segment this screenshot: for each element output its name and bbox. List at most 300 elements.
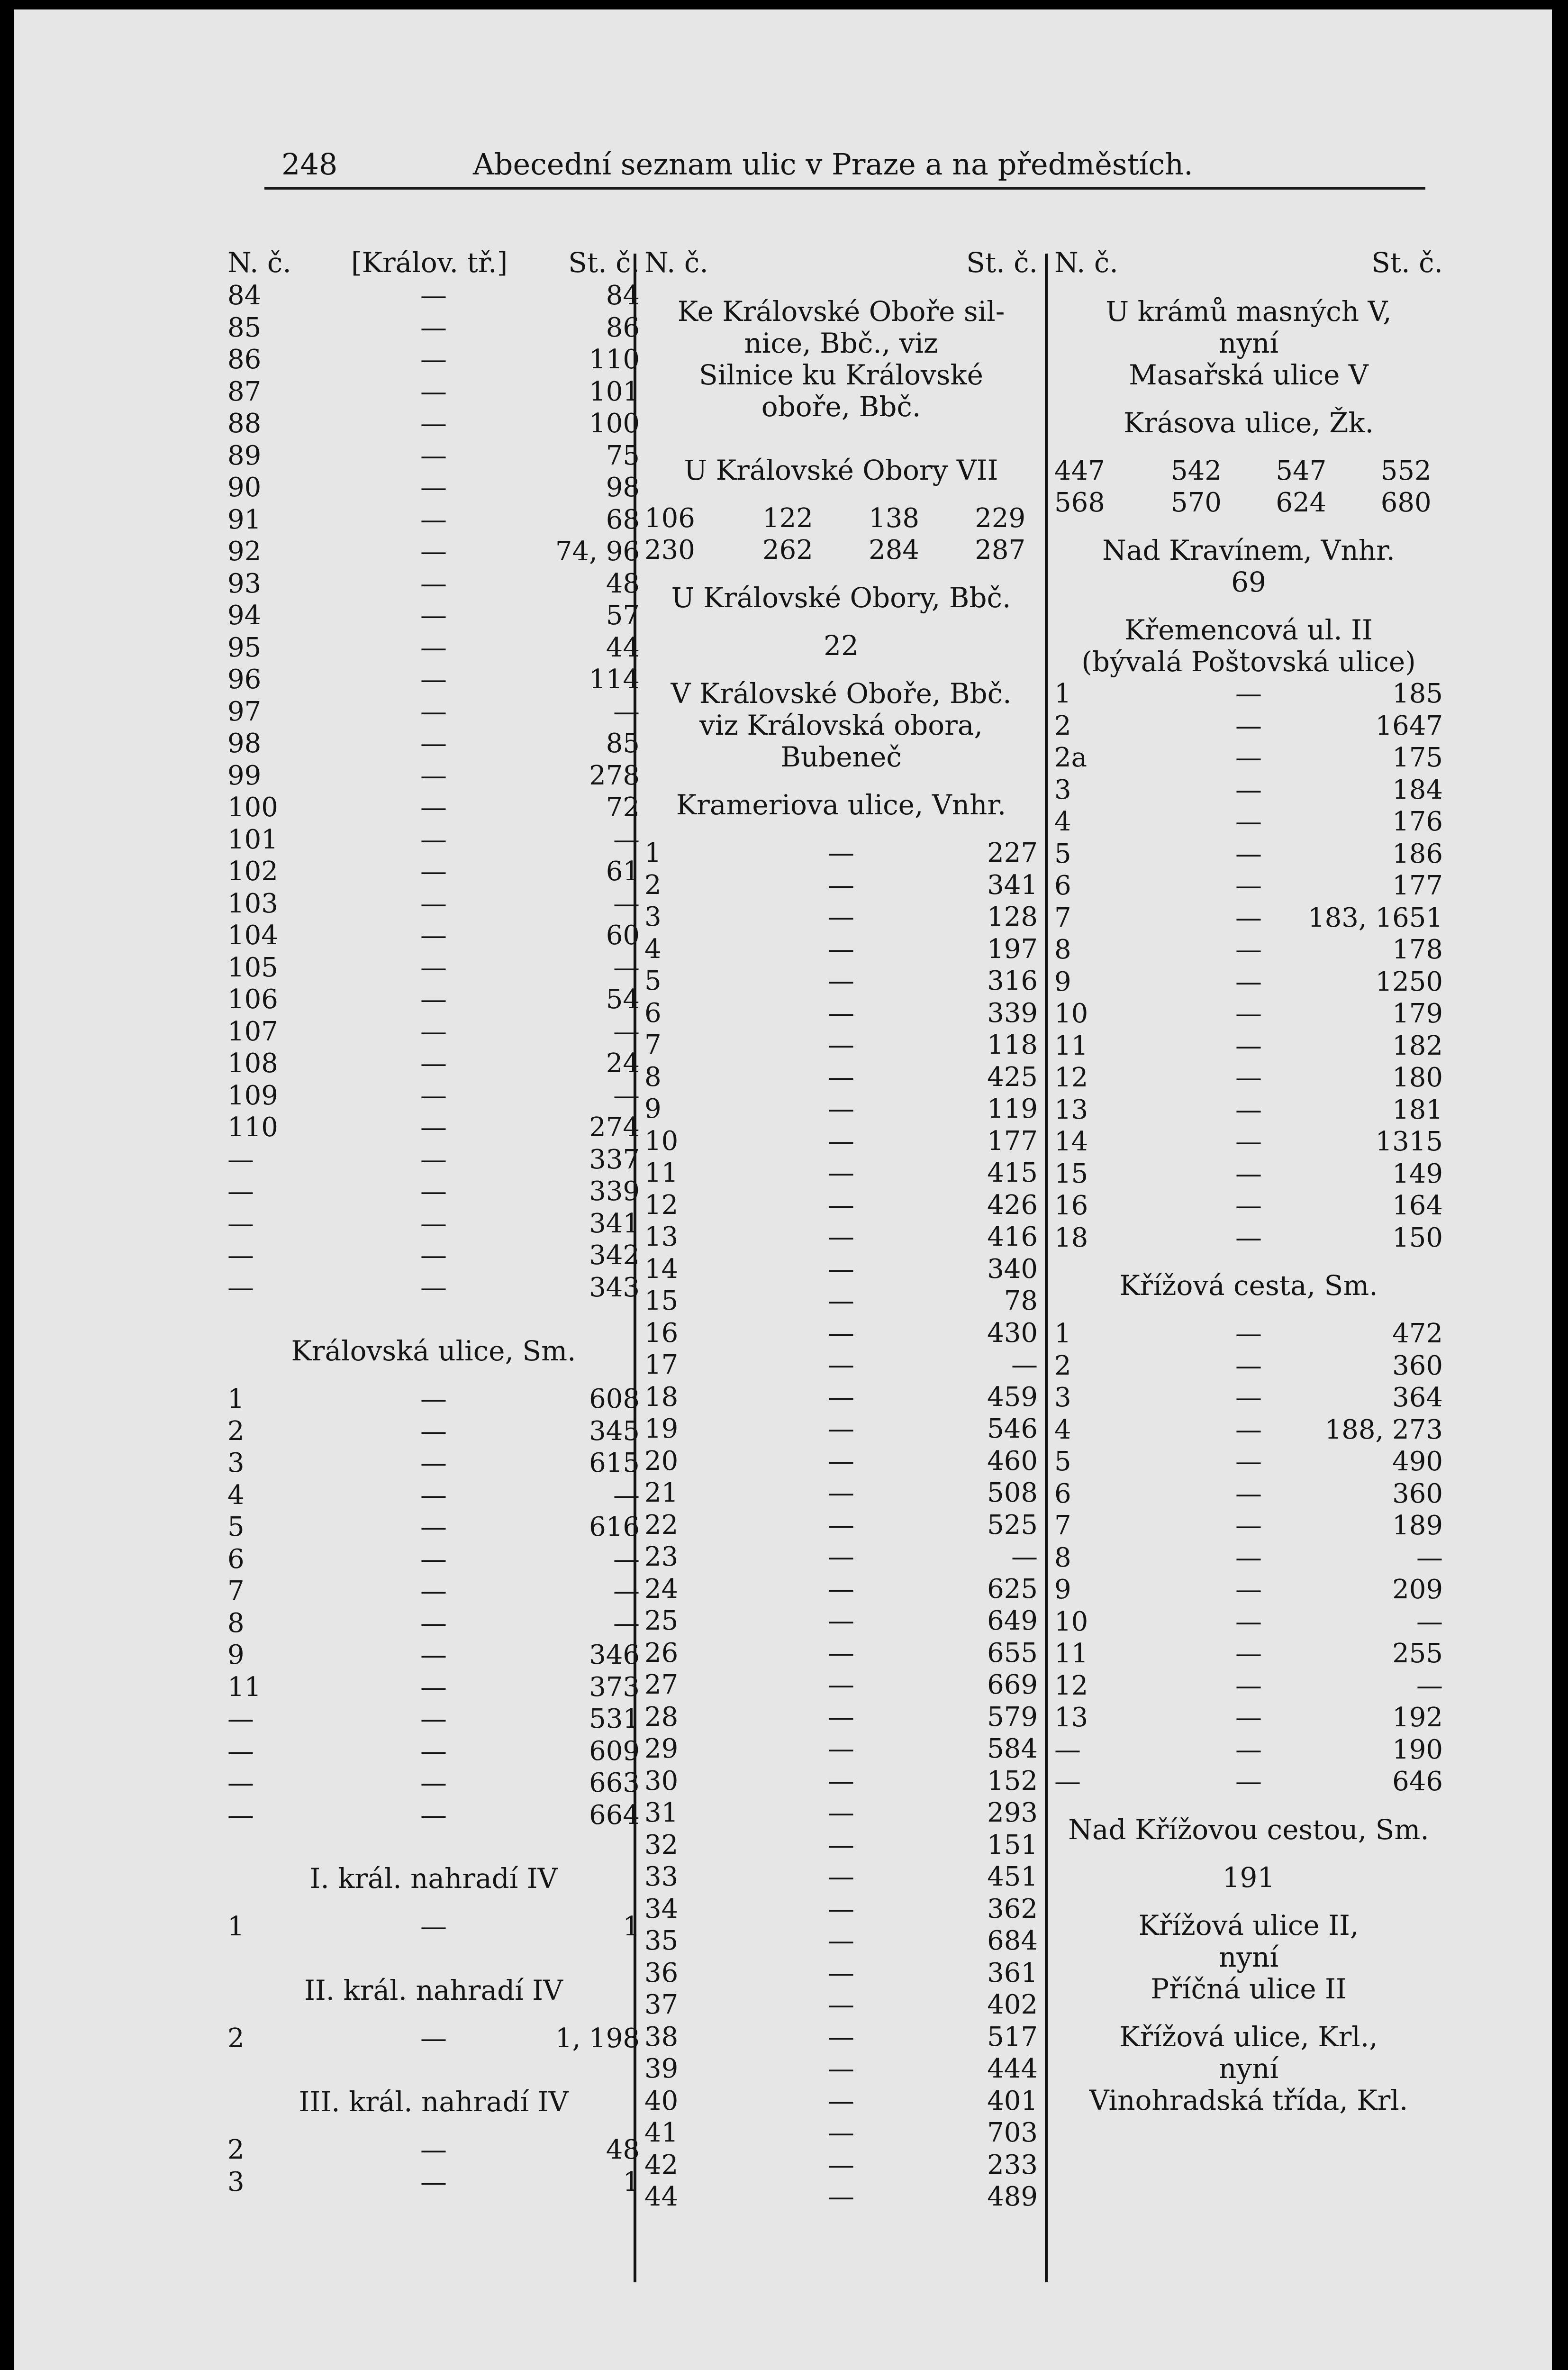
entry-st-number: 364 (1392, 1382, 1443, 1413)
entry-dash: — (1235, 1382, 1262, 1413)
entry-st-number: 525 (987, 1509, 1038, 1540)
entry-number: 90 (227, 472, 262, 503)
table-row (227, 952, 640, 984)
entry-dash: — (828, 2085, 854, 2116)
entry-st-number: 625 (987, 1573, 1038, 1604)
entry-st-number: 48 (606, 2134, 640, 2165)
street-entry-line: nyní (1218, 327, 1279, 359)
entry-dash: — (420, 792, 447, 823)
entry-dash: — (420, 1479, 447, 1511)
table-row (227, 1383, 640, 1415)
entry-dash: — (1235, 1702, 1262, 1733)
table-row (227, 696, 640, 728)
entry-dash: — (828, 1030, 854, 1060)
table-row (1054, 678, 1443, 710)
entry-dash: — (420, 888, 447, 919)
entry-dash: — (828, 1925, 854, 1956)
entry-number: 30 (644, 1765, 679, 1796)
entry-st-number: 188, 273 (1324, 1414, 1443, 1445)
table-row (644, 2117, 1038, 2149)
entry-st-number: 118 (987, 1030, 1038, 1060)
table-row (227, 1048, 640, 1080)
spacer (644, 280, 1038, 296)
entry-st-number: 86 (606, 312, 640, 343)
entry-st-number: 178 (1392, 934, 1443, 965)
entry-st-number: 703 (987, 2117, 1038, 2148)
entry-st-number: 233 (987, 2149, 1038, 2180)
entry-number: 99 (227, 760, 262, 791)
entry-number: 4 (644, 933, 662, 965)
entry-number: 7 (227, 1576, 245, 1606)
table-row (227, 1767, 640, 1799)
table-row (227, 1799, 640, 1832)
entry-st-number: 430 (987, 1317, 1038, 1349)
entry-dash: — (420, 536, 447, 567)
entry-number: 28 (644, 1701, 679, 1732)
entry-number: 11 (1054, 1030, 1088, 1061)
entry-number: 32 (644, 1829, 679, 1860)
table-row (644, 1829, 1038, 1861)
entry-st-number: 341 (987, 869, 1038, 901)
table-row (227, 2023, 640, 2055)
entry-dash: — (420, 2023, 447, 2054)
entry-dash: — (828, 1349, 854, 1380)
entry-st-number: 360 (1392, 1478, 1443, 1509)
entry-dash: — (420, 1704, 447, 1734)
entry-st-number: 68 (606, 504, 640, 535)
table-row (227, 664, 640, 696)
entry-dash: — (420, 1080, 447, 1111)
entry-st-number: 149 (1392, 1158, 1443, 1189)
entry-st-number: 197 (987, 933, 1038, 965)
entry-number: 94 (227, 600, 262, 631)
entry-number: 91 (227, 504, 262, 535)
entry-number: 2 (227, 1415, 245, 1447)
table-row (644, 1765, 1038, 1797)
table-row (227, 1671, 640, 1704)
entry-st-number: 339 (987, 997, 1038, 1029)
st-number: 106 (644, 503, 695, 534)
street-heading: III. král. nahradí IV (299, 2086, 569, 2118)
entry-st-number: 608 (589, 1384, 640, 1414)
entry-number: — (227, 1768, 254, 1798)
entry-number: 101 (227, 824, 278, 855)
entry-st-number: 182 (1392, 1030, 1443, 1061)
entry-st-number: 72 (606, 792, 640, 823)
entry-dash: — (828, 1733, 854, 1764)
table-row (227, 888, 640, 920)
entry-number: 9 (1054, 966, 1071, 997)
entry-st-number: 1250 (1375, 966, 1443, 997)
table-row (227, 1080, 640, 1112)
entry-dash: — (1235, 934, 1262, 965)
entry-st-number: 128 (987, 902, 1038, 932)
table-row (1054, 806, 1443, 838)
entry-number: 88 (227, 408, 262, 439)
header-n-c: N. č. (227, 246, 291, 279)
entry-dash: — (420, 2166, 447, 2197)
entry-number: 22 (644, 1509, 679, 1540)
table-row (227, 1447, 640, 1479)
spacer (1054, 2005, 1443, 2021)
spacer (227, 2118, 640, 2134)
entry-number: 102 (227, 856, 278, 887)
entry-dash: — (420, 1640, 447, 1670)
entry-dash: — (420, 1576, 447, 1606)
entry-number: 16 (644, 1317, 679, 1349)
table-row (1054, 710, 1443, 742)
spacer (1054, 439, 1443, 455)
spacer (1054, 1894, 1443, 1910)
entry-st-number: 84 (606, 280, 640, 311)
table-row (644, 1445, 1038, 1477)
entry-dash: — (1235, 902, 1262, 933)
entry-number: — (227, 1272, 254, 1303)
entry-dash: — (420, 408, 447, 439)
entry-st-number: — (613, 888, 640, 919)
entry-st-number: 584 (987, 1733, 1038, 1764)
table-row (644, 869, 1038, 902)
entry-dash: — (828, 1989, 854, 2020)
entry-dash: — (828, 1221, 854, 1252)
entry-st-number: — (613, 696, 640, 727)
entry-number: 11 (227, 1671, 262, 1703)
table-row (227, 440, 640, 472)
table-row (1054, 1766, 1443, 1798)
entry-number: 27 (644, 1669, 679, 1700)
entry-dash: — (420, 984, 447, 1015)
table-row (1054, 1062, 1443, 1094)
entry-dash: — (828, 1861, 854, 1892)
entry-number: 2a (1054, 742, 1088, 773)
st-number: 570 (1171, 487, 1222, 518)
street-entry-line: nyní (1218, 2052, 1279, 2085)
entry-dash: — (420, 280, 447, 311)
st-number: 122 (762, 503, 813, 534)
st-number: 552 (1380, 456, 1432, 486)
entry-number: 11 (1054, 1638, 1088, 1669)
entry-st-number: 362 (987, 1893, 1038, 1924)
st-number: 191 (1222, 1861, 1275, 1894)
spacer (227, 1304, 640, 1335)
table-row (644, 1925, 1038, 1957)
table-row (644, 1893, 1038, 1925)
entry-dash: — (420, 1272, 447, 1303)
entry-number: 10 (1054, 1606, 1088, 1637)
entry-dash: — (1235, 1126, 1262, 1157)
entry-dash: — (1235, 1030, 1262, 1061)
st-number: 229 (975, 503, 1026, 534)
column-header (644, 246, 1038, 280)
entry-number: 95 (227, 632, 262, 663)
table-row (644, 965, 1038, 997)
column-left (227, 246, 640, 2198)
entry-number: 5 (1054, 838, 1071, 869)
entry-dash: — (1235, 1670, 1262, 1701)
entry-st-number: 489 (987, 2181, 1038, 2212)
entry-number: 24 (644, 1573, 679, 1604)
st-number: 138 (869, 503, 919, 534)
table-row (1054, 1190, 1443, 1222)
entry-number: 108 (227, 1048, 278, 1079)
entry-st-number: 98 (606, 472, 640, 503)
table-row (227, 1639, 640, 1671)
street-heading: U Královské Obory, Bbč. (671, 582, 1011, 614)
entry-number: 6 (1054, 870, 1071, 901)
spacer (644, 566, 1038, 582)
st-number: 542 (1171, 456, 1222, 486)
entry-st-number: 209 (1392, 1574, 1443, 1605)
entry-number: — (227, 1240, 254, 1271)
entry-st-number: 663 (589, 1768, 640, 1798)
spacer (1054, 598, 1443, 614)
entry-dash: — (828, 1253, 854, 1285)
entry-dash: — (828, 997, 854, 1029)
entry-number: 15 (644, 1285, 679, 1316)
entry-number: 40 (644, 2085, 679, 2116)
entry-dash: — (828, 869, 854, 901)
entry-dash: — (420, 1543, 447, 1575)
entry-number: 1 (1054, 678, 1071, 709)
entry-number: 16 (1054, 1190, 1088, 1221)
table-row (1054, 1510, 1443, 1542)
entry-st-number: 360 (1392, 1350, 1443, 1381)
entry-st-number: 340 (987, 1253, 1038, 1285)
table-row (644, 901, 1038, 933)
table-row (644, 1637, 1038, 1669)
entry-st-number: 444 (987, 2053, 1038, 2084)
entry-number: 13 (1054, 1702, 1088, 1733)
street-heading: II. král. nahradí IV (304, 1974, 563, 2006)
entry-dash: — (420, 344, 447, 375)
entry-number: 18 (644, 1381, 679, 1413)
entry-st-number: 181 (1392, 1094, 1443, 1125)
entry-st-number: 343 (589, 1272, 640, 1303)
entry-dash: — (828, 1637, 854, 1668)
table-row (1054, 742, 1443, 774)
entry-st-number: 1315 (1375, 1126, 1443, 1157)
table-row (644, 837, 1038, 869)
entry-dash: — (1235, 806, 1262, 837)
number-row (1054, 455, 1443, 487)
entry-dash: — (420, 1176, 447, 1207)
spacer (227, 1831, 640, 1863)
entry-st-number: 1, 198 (555, 2023, 640, 2054)
entry-st-number: — (613, 1016, 640, 1047)
street-entry-line: V Královské Oboře, Bbč. (671, 677, 1012, 710)
entry-st-number: 342 (589, 1240, 640, 1271)
table-row (644, 1285, 1038, 1317)
column-header (227, 246, 640, 280)
entry-number: 9 (644, 1094, 662, 1124)
entry-st-number: 373 (589, 1671, 640, 1703)
entry-dash: — (828, 1477, 854, 1508)
entry-st-number: 1 (623, 1911, 640, 1942)
table-row (227, 792, 640, 824)
entry-number: 14 (644, 1253, 679, 1285)
entry-dash: — (420, 664, 447, 695)
table-row (227, 2134, 640, 2166)
street-entry-line: U krámů masných V, (1106, 295, 1392, 328)
entry-number: 107 (227, 1016, 278, 1047)
table-row (1054, 1382, 1443, 1414)
entry-dash: — (828, 1605, 854, 1636)
page-number: 248 (281, 147, 338, 182)
entry-number: 104 (227, 920, 278, 951)
entry-dash: — (828, 1701, 854, 1732)
entry-number: 5 (644, 966, 662, 996)
entry-number: 6 (1054, 1478, 1071, 1509)
column-right (1054, 246, 1443, 2116)
table-row (644, 2021, 1038, 2053)
spacer (1054, 1798, 1443, 1814)
entry-st-number: 579 (987, 1701, 1038, 1732)
entry-dash: — (420, 1799, 447, 1831)
entry-number: 42 (644, 2149, 679, 2180)
entry-number: 1 (1054, 1318, 1071, 1349)
table-row (227, 984, 640, 1016)
table-row (227, 1575, 640, 1607)
entry-st-number: — (613, 1576, 640, 1606)
table-row (644, 2149, 1038, 2181)
entry-number: 96 (227, 664, 262, 695)
entry-st-number: — (613, 1479, 640, 1511)
entry-st-number: 459 (987, 1381, 1038, 1413)
entry-number: 34 (644, 1893, 679, 1924)
entry-st-number: 337 (589, 1144, 640, 1175)
header-st-c: St. č. (966, 246, 1038, 279)
table-row (227, 344, 640, 376)
entry-number: — (227, 1144, 254, 1175)
table-row (227, 408, 640, 440)
entry-number: — (1054, 1766, 1081, 1797)
entry-dash: — (420, 312, 447, 343)
table-row (1054, 1126, 1443, 1158)
entry-st-number: 176 (1392, 806, 1443, 837)
street-heading: I. král. nahradí IV (309, 1862, 558, 1895)
spacer (644, 821, 1038, 837)
st-number: 680 (1380, 487, 1432, 518)
table-row (644, 1317, 1038, 1349)
entry-dash: — (420, 1048, 447, 1079)
entry-dash: — (1235, 1094, 1262, 1125)
table-row (227, 1144, 640, 1176)
table-row (644, 1989, 1038, 2021)
entry-st-number: 185 (1392, 678, 1443, 709)
street-heading: U Královské Obory VII (684, 454, 998, 486)
header-n-c: N. č. (1054, 246, 1118, 279)
entry-dash: — (1235, 1510, 1262, 1541)
entry-number: 1 (227, 1384, 245, 1414)
spacer (227, 2006, 640, 2023)
entry-dash: — (420, 1911, 447, 1942)
table-row (227, 568, 640, 600)
page-title: Abecední seznam ulic v Praze a na předměstích. (473, 147, 1193, 182)
entry-dash: — (828, 1797, 854, 1828)
entry-number: 86 (227, 344, 262, 375)
entry-st-number: 180 (1392, 1062, 1443, 1093)
entry-st-number: — (1011, 1541, 1038, 1572)
entry-st-number: 85 (606, 728, 640, 759)
entry-dash: — (420, 760, 447, 791)
entry-number: 109 (227, 1080, 278, 1111)
entry-number: 8 (1054, 934, 1071, 965)
number-row (644, 534, 1038, 566)
entry-dash: — (1235, 1350, 1262, 1381)
table-row (644, 1701, 1038, 1733)
st-number: 568 (1054, 487, 1105, 518)
table-row (1054, 1542, 1443, 1574)
entry-dash: — (828, 838, 854, 868)
entry-number: 6 (227, 1543, 245, 1575)
entry-number: 15 (1054, 1158, 1088, 1189)
table-row (227, 1911, 640, 1943)
table-row (227, 1415, 640, 1448)
entry-number: 106 (227, 984, 278, 1015)
table-row (1054, 1158, 1443, 1190)
table-row (644, 1541, 1038, 1573)
entry-st-number: 192 (1392, 1702, 1443, 1733)
table-row (1054, 1574, 1443, 1606)
entry-number: 13 (644, 1221, 679, 1252)
table-row (644, 2181, 1038, 2213)
entry-st-number: — (1011, 1349, 1038, 1380)
table-row (227, 472, 640, 504)
table-row (227, 1479, 640, 1512)
table-row (227, 1016, 640, 1048)
entry-st-number: — (1416, 1542, 1443, 1573)
entry-number: 35 (644, 1925, 679, 1956)
entry-dash: — (1235, 1606, 1262, 1637)
entry-number: 98 (227, 728, 262, 759)
entry-number: 18 (1054, 1222, 1088, 1253)
entry-dash: — (1235, 998, 1262, 1029)
entry-dash: — (1235, 966, 1262, 997)
table-row (644, 1733, 1038, 1765)
entry-st-number: — (613, 1607, 640, 1639)
entry-dash: — (828, 1158, 854, 1188)
header-kralov: [Králov. tř.] (351, 246, 508, 279)
table-row (227, 504, 640, 536)
entry-st-number: 278 (589, 760, 640, 791)
page-header (264, 137, 1425, 190)
entry-number: 7 (1054, 902, 1071, 933)
entry-number: 8 (1054, 1542, 1071, 1573)
entry-st-number: 57 (606, 600, 640, 631)
spacer (1054, 1302, 1443, 1318)
table-row (644, 1413, 1038, 1445)
entry-number: 12 (1054, 1062, 1088, 1093)
entry-dash: — (828, 1829, 854, 1860)
entry-number: — (227, 1704, 254, 1734)
entry-number: 39 (644, 2053, 679, 2084)
entry-st-number: 110 (589, 344, 640, 375)
entry-number: 7 (1054, 1510, 1071, 1541)
entry-st-number: 341 (589, 1208, 640, 1239)
entry-st-number: 669 (987, 1669, 1038, 1700)
entry-dash: — (420, 1144, 447, 1175)
entry-st-number: — (613, 824, 640, 855)
entry-st-number: 152 (987, 1765, 1038, 1796)
entry-st-number: 426 (987, 1189, 1038, 1221)
table-row (227, 1112, 640, 1144)
entry-st-number: 402 (987, 1989, 1038, 2020)
entry-dash: — (420, 824, 447, 855)
table-row (1054, 934, 1443, 966)
st-number: 287 (975, 535, 1026, 565)
table-row (1054, 902, 1443, 934)
st-number: 230 (644, 535, 695, 565)
